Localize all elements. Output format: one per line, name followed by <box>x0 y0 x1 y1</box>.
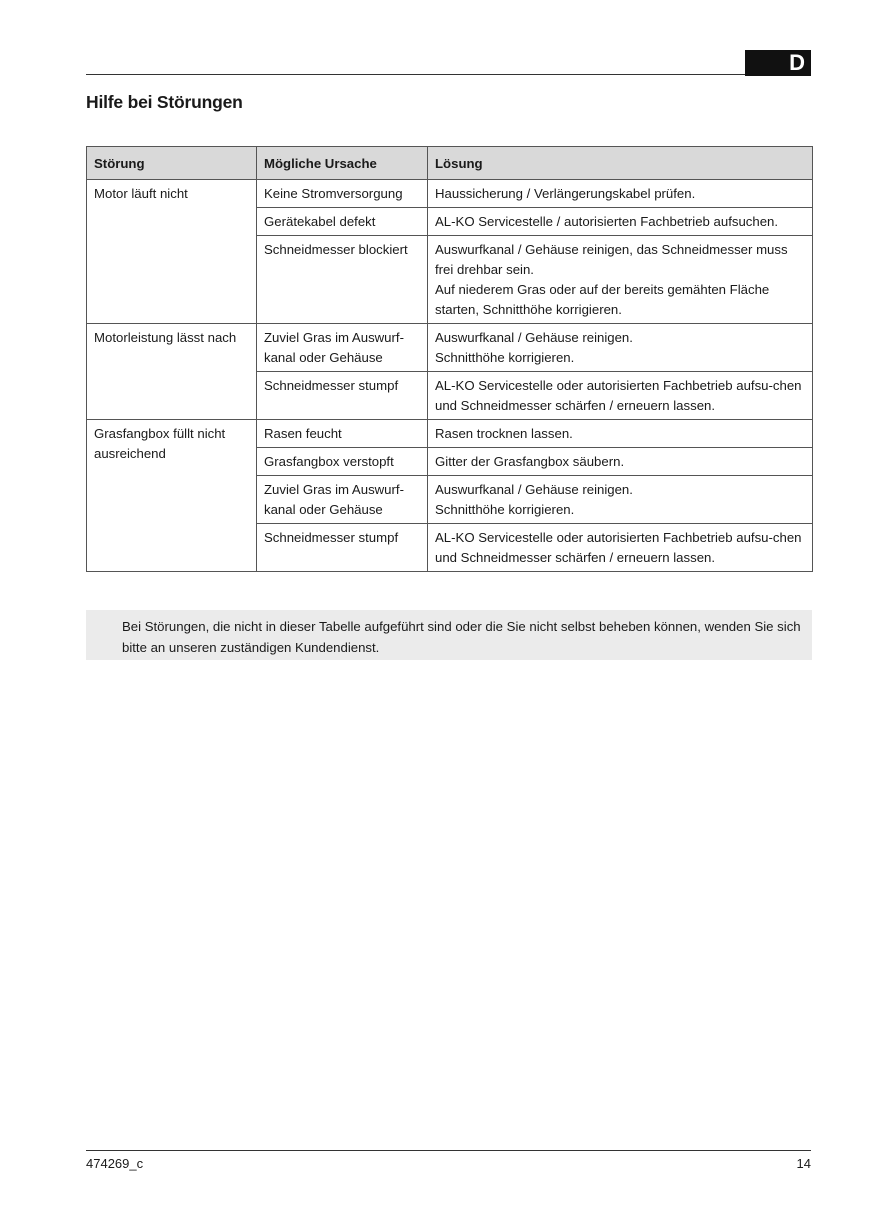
solution-cell <box>428 208 813 236</box>
solution-cell <box>428 372 813 420</box>
cause-cell: Rasen feucht <box>257 420 428 448</box>
table-header-row <box>87 147 813 180</box>
header-rule <box>86 74 811 75</box>
cause-cell: Gerätekabel defekt <box>257 208 428 236</box>
table-row <box>87 180 813 208</box>
column-header-cause: Mögliche Ursache <box>257 147 428 180</box>
table-row <box>87 420 813 448</box>
solution-line: Rasen trocknen lassen. <box>435 426 573 441</box>
table-row <box>87 324 813 372</box>
solution-line: Auswurfkanal / Gehäuse reinigen. <box>435 482 633 497</box>
solution-line: Gitter der Grasfangbox säubern. <box>435 454 625 469</box>
cause-cell: Schneidmesser stumpf <box>257 524 428 572</box>
solution-cell <box>428 420 813 448</box>
language-tab: D <box>745 50 811 76</box>
fault-cell: Motor läuft nicht <box>87 180 257 324</box>
solution-cell <box>428 448 813 476</box>
solution-line: Auswurfkanal / Gehäuse reinigen, das Schneidmesser muss frei drehbar sein. <box>435 242 788 277</box>
solution-line: Schnitthöhe korrigieren. <box>435 502 575 517</box>
page-title: Hilfe bei Störungen <box>86 92 243 112</box>
cause-cell: Schneidmesser blockiert <box>257 236 428 324</box>
solution-line: Haussicherung / Verlängerungskabel prüfen. <box>435 186 696 201</box>
cause-cell: Schneidmesser stumpf <box>257 372 428 420</box>
cause-cell: Keine Stromversorgung <box>257 180 428 208</box>
cause-cell: Zuviel Gras im Auswurf-kanal oder Gehäuse <box>257 324 428 372</box>
document-number: 474269_c <box>86 1156 144 1171</box>
troubleshooting-table <box>86 146 813 572</box>
solution-line: AL-KO Servicestelle oder autorisierten Fachbetrieb aufsu-chen und Schneidmesser schärfen / erneuern lassen. <box>435 378 802 413</box>
solution-cell <box>428 180 813 208</box>
solution-cell <box>428 324 813 372</box>
solution-line: AL-KO Servicestelle / autorisierten Fachbetrieb aufsuchen. <box>435 214 779 229</box>
solution-line: Auswurfkanal / Gehäuse reinigen. <box>435 330 633 345</box>
solution-cell <box>428 476 813 524</box>
cause-cell: Grasfangbox verstopft <box>257 448 428 476</box>
solution-line: Auf niederem Gras oder auf der bereits gemähten Fläche starten, Schnitthöhe korrigieren. <box>435 282 770 317</box>
cause-cell: Zuviel Gras im Auswurf-kanal oder Gehäuse <box>257 476 428 524</box>
column-header-solution: Lösung <box>428 147 813 180</box>
table-body <box>87 180 813 572</box>
column-header-fault: Störung <box>87 147 257 180</box>
fault-cell: Grasfangbox füllt nicht ausreichend <box>87 420 257 572</box>
solution-cell <box>428 236 813 324</box>
service-note: Bei Störungen, die nicht in dieser Tabelle aufgeführt sind oder die Sie nicht selbst beheben können, wenden Sie sich bitte an unseren zuständigen Kundendienst. <box>86 610 812 660</box>
page-number: 14 <box>796 1156 811 1171</box>
solution-cell <box>428 524 813 572</box>
solution-line: AL-KO Servicestelle oder autorisierten Fachbetrieb aufsu-chen und Schneidmesser schärfen / erneuern lassen. <box>435 530 802 565</box>
solution-line: Schnitthöhe korrigieren. <box>435 350 575 365</box>
footer-rule <box>86 1150 811 1151</box>
fault-cell: Motorleistung lässt nach <box>87 324 257 420</box>
